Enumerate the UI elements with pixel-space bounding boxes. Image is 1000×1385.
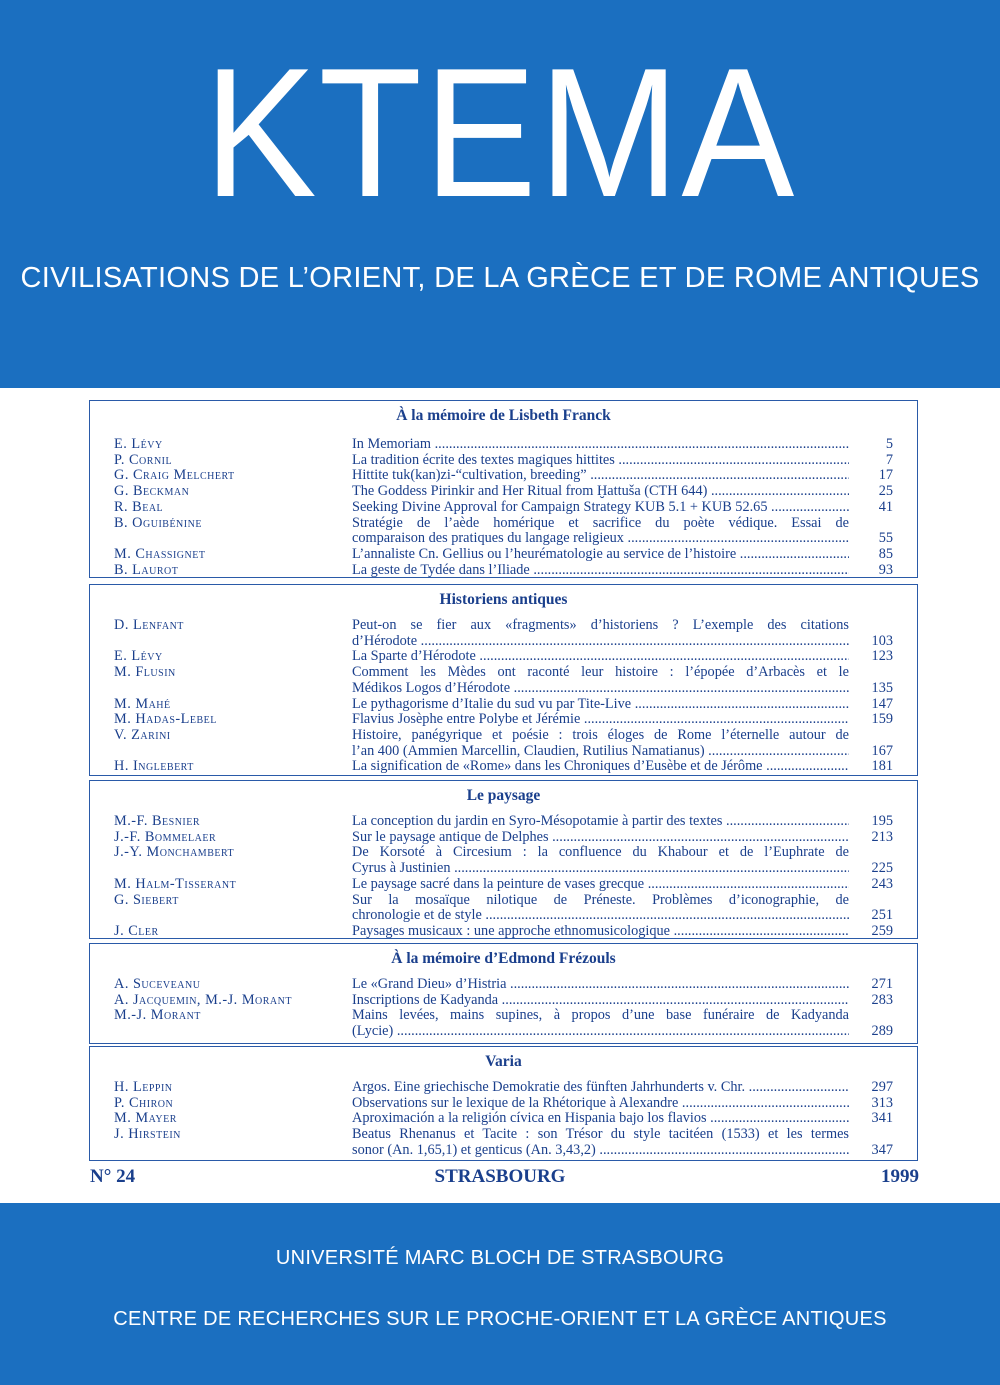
- publication-city: STRASBOURG: [434, 1166, 566, 1187]
- university-name: UNIVERSITÉ MARC BLOCH DE STRASBOURG: [275, 1247, 725, 1269]
- entry-title: [352, 993, 849, 1009]
- entry-page-number: 103: [871, 632, 893, 649]
- entry-page-number: 213: [871, 828, 893, 845]
- section-title: À la mémoire d’Edmond Frézouls: [391, 950, 616, 967]
- entry-page-number: 167: [871, 742, 893, 759]
- entry-author: M.-J. Morant: [114, 1007, 201, 1024]
- entry-title: [352, 1008, 849, 1039]
- entry-author: B. Laurot: [114, 561, 179, 578]
- publication-year: 1999: [881, 1166, 919, 1187]
- entry-title-line: Inscriptions de Kadyanda .....: [352, 993, 849, 1009]
- entry-author: P. Chiron: [114, 1094, 174, 1111]
- entry-page-number: 41: [878, 498, 893, 515]
- entry-author: E. Lévy: [114, 648, 163, 665]
- entry-title: [352, 437, 849, 453]
- entry-title-line: Le «Grand Dieu» d’Histria .....: [352, 977, 849, 993]
- entry-author: P. Cornil: [114, 451, 173, 468]
- entry-title-line: (Lycie) .....: [352, 1024, 849, 1040]
- entry-author: J. Cler: [114, 922, 159, 939]
- entry-title-line: L’annaliste Cn. Gellius ou l’heurématologie au service de l’histoire .....: [352, 547, 849, 563]
- entry-title: [352, 845, 849, 876]
- entry-title-line: La geste de Tydée dans l’Iliade .....: [352, 563, 849, 579]
- entry-author: M. Mahé: [114, 695, 171, 712]
- entry-page-number: 225: [871, 860, 893, 877]
- entry-title: [352, 1080, 849, 1096]
- entry-page-number: 181: [871, 758, 893, 775]
- entry-title-line: Hittite tuk(kan)zi-“cultivation, breeding” .....: [352, 468, 849, 484]
- entry-title-line: La Sparte d’Hérodote .....: [352, 649, 849, 665]
- entry-page-number: 55: [878, 530, 893, 547]
- entry-title: [352, 1096, 849, 1112]
- entry-title: [352, 453, 849, 469]
- entry-page-number: 5: [885, 436, 893, 452]
- entry-title-line: Stratégie de l’aède homérique et sacrifice du poète védique. Essai de: [352, 514, 849, 531]
- entry-author: J.-F. Bommelaer: [114, 828, 217, 845]
- entry-title-line: Cyrus à Justinien .....: [352, 861, 849, 877]
- entry-title: [352, 468, 849, 484]
- entry-title: [352, 893, 849, 924]
- entry-page-number: 259: [871, 922, 893, 939]
- entry-title-line: Sur le paysage antique de Delphes .....: [352, 830, 849, 846]
- entry-title: [352, 665, 849, 696]
- entry-title-line: l’an 400 (Ammien Marcellin, Claudien, Rutilius Namatianus) .....: [352, 744, 849, 760]
- entry-title-line: d’Hérodote .....: [352, 634, 849, 650]
- entry-page-number: 283: [871, 991, 893, 1008]
- entry-author: H. Inglebert: [114, 758, 194, 775]
- entry-title-line: Beatus Rhenanus et Tacite : son Trésor du style tacitéen (1533) et les termes: [352, 1126, 849, 1143]
- entry-title: [352, 484, 849, 500]
- entry-title: [352, 814, 849, 830]
- entry-title-line: Seeking Divine Approval for Campaign Strategy KUB 5.1 + KUB 52.65 .....: [352, 500, 849, 516]
- entry-page-number: 243: [871, 875, 893, 892]
- entry-title-line: Argos. Eine griechische Demokratie des fünften Jahrhunderts v. Chr. .....: [352, 1080, 849, 1096]
- entry-author: A. Suceveanu: [114, 976, 201, 992]
- entry-title-line: La conception du jardin en Syro-Mésopotamie à partir des textes .....: [352, 814, 849, 830]
- entry-author: G. Beckman: [114, 483, 190, 500]
- research-centre-name: CENTRE DE RECHERCHES SUR LE PROCHE-ORIENT ET LA GRÈCE ANTIQUES: [113, 1308, 887, 1330]
- entry-title-line: Le paysage sacré dans la peinture de vases grecque .....: [352, 877, 849, 893]
- entry-title-line: sonor (An. 1,65,1) et genticus (An. 3,43,2) .....: [352, 1143, 849, 1159]
- entry-title: [352, 728, 849, 759]
- entry-author: E. Lévy: [114, 436, 163, 452]
- entry-title: [352, 500, 849, 516]
- entry-title-line: Flavius Josèphe entre Polybe et Jérémie .....: [352, 712, 849, 728]
- entry-title-line: Sur la mosaïque nilotique de Préneste. Problèmes d’iconographie, de: [352, 891, 849, 908]
- entry-page-number: 313: [871, 1094, 893, 1111]
- entry-author: M. Chassignet: [114, 545, 206, 562]
- entry-title: [352, 618, 849, 649]
- entry-title: [352, 649, 849, 665]
- entry-author: M. Mayer: [114, 1110, 177, 1127]
- entry-author: G. Siebert: [114, 891, 179, 908]
- entry-title: [352, 712, 849, 728]
- entry-title: [352, 1127, 849, 1158]
- entry-author: J. Hirstein: [114, 1126, 181, 1143]
- entry-page-number: 271: [871, 976, 893, 992]
- entry-title-line: Médikos Logos d’Hérodote .....: [352, 681, 849, 697]
- section-title: Historiens antiques: [439, 591, 568, 608]
- entry-title: [352, 759, 849, 775]
- entry-title-line: De Korsoté à Circesium : la confluence du Khabour et de l’Euphrate de: [352, 844, 849, 861]
- section-title: À la mémoire de Lisbeth Franck: [396, 407, 611, 424]
- entry-title-line: La signification de «Rome» dans les Chroniques d’Eusèbe et de Jérôme .....: [352, 759, 849, 775]
- journal-subtitle: CIVILISATIONS DE L’ORIENT, DE LA GRÈCE ET DE ROME ANTIQUES: [20, 262, 980, 294]
- entry-title-line: Observations sur le lexique de la Rhétorique à Alexandre .....: [352, 1096, 849, 1112]
- entry-title: [352, 697, 849, 713]
- entry-title-line: In Memoriam .....: [352, 437, 849, 453]
- section-title: Varia: [485, 1053, 522, 1070]
- entry-title-line: chronologie et de style .....: [352, 908, 849, 924]
- entry-title: [352, 1111, 849, 1127]
- entry-title: [352, 924, 849, 940]
- toc-section: [89, 584, 918, 776]
- entry-author: M.-F. Besnier: [114, 813, 201, 829]
- entry-title-line: Peut-on se fier aux «fragments» d’historiens ? L’exemple des citations: [352, 617, 849, 633]
- entry-page-number: 85: [878, 545, 893, 562]
- entry-page-number: 7: [885, 451, 893, 468]
- entry-page-number: 195: [871, 813, 893, 829]
- entry-page-number: 135: [871, 679, 893, 696]
- toc-section: [89, 1046, 918, 1161]
- entry-title-line: La tradition écrite des textes magiques hittites .....: [352, 453, 849, 469]
- entry-title-line: Mains levées, mains supines, à propos d’une base funéraire de Kadyanda: [352, 1007, 849, 1024]
- entry-author: M. Flusin: [114, 664, 176, 681]
- entry-author: V. Zarini: [114, 726, 171, 743]
- entry-title-line: The Goddess Pirinkir and Her Ritual from Ḫattuša (CTH 644) .....: [352, 484, 849, 500]
- entry-title-line: Paysages musicaux : une approche ethnomusicologique .....: [352, 924, 849, 940]
- entry-title: [352, 516, 849, 547]
- entry-page-number: 147: [871, 695, 893, 712]
- entry-author: M. Halm-Tisserant: [114, 875, 237, 892]
- entry-author: J.-Y. Monchambert: [114, 844, 235, 861]
- entry-page-number: 17: [878, 467, 893, 484]
- entry-title: [352, 977, 849, 993]
- entry-page-number: 93: [878, 561, 893, 578]
- entry-author: D. Lenfant: [114, 617, 184, 633]
- entry-page-number: 289: [871, 1023, 893, 1040]
- entry-page-number: 297: [871, 1079, 893, 1095]
- entry-title-line: Histoire, panégyrique et poésie : trois éloges de Rome l’éternelle autour de: [352, 726, 849, 743]
- entry-title: [352, 547, 849, 563]
- issue-number: N° 24: [90, 1166, 136, 1187]
- entry-page-number: 123: [871, 648, 893, 665]
- section-title: Le paysage: [466, 787, 541, 804]
- entry-author: H. Leppin: [114, 1079, 173, 1095]
- entry-page-number: 251: [871, 907, 893, 924]
- journal-title: KTEMA: [203, 29, 797, 235]
- entry-title-line: Comment les Mèdes ont raconté leur histoire : l’épopée d’Arbacès et le: [352, 664, 849, 681]
- entry-title-line: comparaison des pratiques du langage religieux .....: [352, 531, 849, 547]
- entry-page-number: 25: [878, 483, 893, 500]
- entry-author: R. Beal: [114, 498, 164, 515]
- entry-title: [352, 563, 849, 579]
- entry-author: M. Hadas-Lebel: [114, 711, 217, 728]
- entry-page-number: 341: [871, 1110, 893, 1127]
- toc-section: [89, 780, 918, 939]
- entry-author: G. Craig Melchert: [114, 467, 235, 484]
- entry-title: [352, 877, 849, 893]
- publisher-band: [0, 1203, 1000, 1385]
- entry-author: B. Oguibénine: [114, 514, 202, 531]
- entry-title: [352, 830, 849, 846]
- entry-title-line: Aproximación a la religión cívica en Hispania bajo los flavios .....: [352, 1111, 849, 1127]
- entry-title-line: Le pythagorisme d’Italie du sud vu par Tite-Live .....: [352, 697, 849, 713]
- toc-section: [89, 400, 918, 578]
- entry-page-number: 159: [871, 711, 893, 728]
- entry-author: A. Jacquemin, M.-J. Morant: [114, 991, 292, 1008]
- entry-page-number: 347: [871, 1141, 893, 1158]
- toc-section: [89, 943, 918, 1044]
